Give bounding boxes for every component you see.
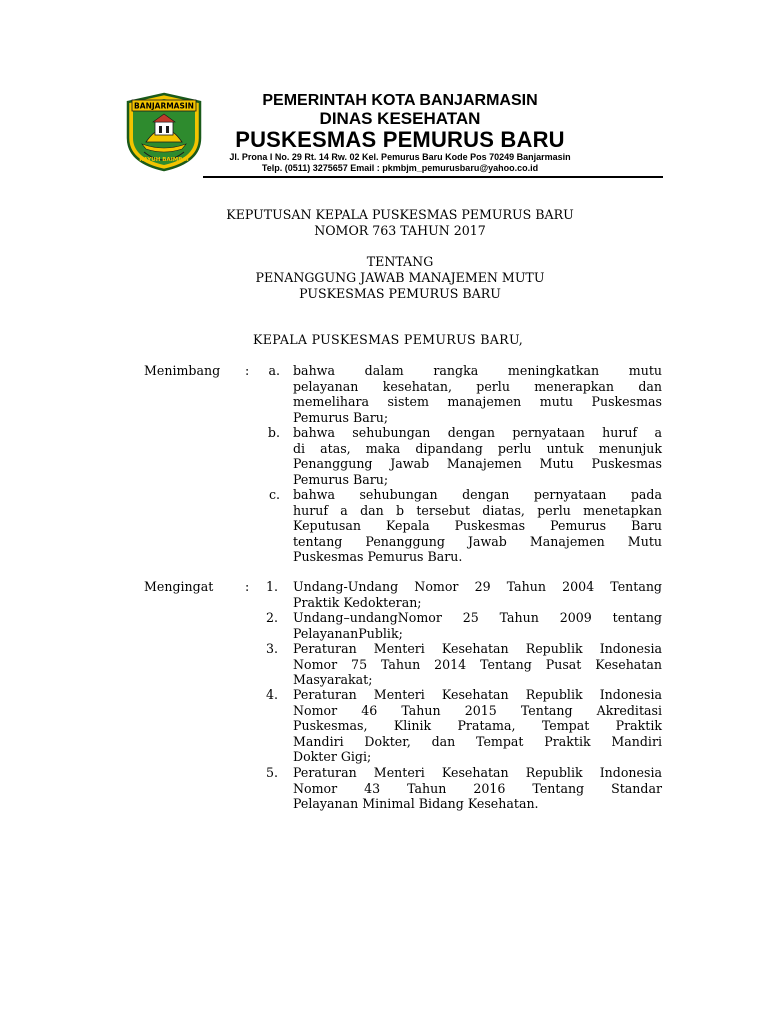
text-line: Dokter Gigi; — [293, 749, 372, 765]
text-line: Undang-Undang Nomor 29 Tahun 2004 Tentang — [293, 579, 662, 594]
letterhead-government: PEMERINTAH KOTA BANJARMASIN — [262, 92, 538, 109]
text-line: memelihara sistem manajemen mutu Puskesmas — [293, 394, 662, 410]
banjarmasin-emblem-logo — [126, 92, 202, 172]
text-line: Praktik Kedokteran; — [293, 594, 422, 610]
mengingat-marker-2: 2. — [265, 610, 278, 625]
menimbang-item-a — [293, 363, 662, 425]
menimbang-colon: : — [245, 363, 250, 378]
mengingat-item-2 — [293, 610, 662, 641]
kepala-heading: KEPALA PUSKESMAS PEMURUS BARU, — [253, 332, 524, 347]
mengingat-marker-3: 3. — [265, 641, 278, 656]
text-line: Puskesmas, Klinik Pratama, Tempat Praktik — [293, 718, 662, 734]
text-line: Pelayanan Minimal Bidang Kesehatan. — [293, 796, 539, 812]
letterhead-divider — [203, 176, 663, 178]
mengingat-marker-5: 5. — [265, 765, 278, 780]
menimbang-item-b — [293, 425, 662, 487]
text-line: Keputusan Kepala Puskesmas Pemurus Baru — [293, 518, 662, 534]
text-line: Undang–undangNomor 25 Tahun 2009 tentang — [293, 610, 662, 625]
text-line: Puskesmas Pemurus Baru. — [293, 549, 463, 565]
mengingat-item-3 — [293, 641, 662, 688]
text-line: bahwa sehubungan dengan pernyataan huruf a — [293, 425, 662, 440]
menimbang-label: Menimbang — [144, 363, 221, 378]
letterhead-department: DINAS KESEHATAN — [319, 109, 481, 128]
text-line: Peraturan Menteri Kesehatan Republik Indonesia — [293, 687, 662, 702]
menimbang-item-c — [293, 487, 662, 565]
text-line: PelayananPublik; — [293, 625, 403, 641]
text-line: Mandiri Dokter, dan Tempat Praktik Mandiri — [293, 733, 662, 749]
decree-subject-line1: PENANGGUNG JAWAB MANAJEMEN MUTU — [255, 270, 545, 285]
mengingat-marker-4: 4. — [265, 687, 278, 702]
letterhead-contact: Telp. (0511) 3275657 Email : pkmbjm_pemurusbaru@yahoo.co.id — [261, 163, 539, 173]
menimbang-marker-c: c. — [268, 487, 280, 502]
mengingat-item-4 — [293, 687, 662, 765]
menimbang-marker-b: b. — [267, 425, 280, 440]
text-line: Nomor 46 Tahun 2015 Tentang Akreditasi — [293, 702, 662, 718]
mengingat-colon: : — [245, 579, 250, 594]
logo-text-top: BANJARMASIN — [134, 101, 194, 111]
text-line: Peraturan Menteri Kesehatan Republik Indonesia — [293, 641, 662, 656]
text-line: huruf a dan b tersebut diatas, perlu menetapkan — [293, 502, 662, 518]
decree-number: NOMOR 763 TAHUN 2017 — [314, 223, 486, 238]
text-line: Nomor 75 Tahun 2014 Tentang Pusat Kesehatan — [293, 656, 662, 672]
text-line: bahwa dalam rangka meningkatkan mutu — [293, 363, 662, 378]
decree-subject-line2: PUSKESMAS PEMURUS BARU — [299, 286, 501, 301]
text-line: Pemurus Baru; — [293, 409, 389, 425]
text-line: di atas, maka dipandang perlu untuk menunjuk — [293, 440, 662, 456]
decree-tentang: TENTANG — [366, 254, 434, 269]
text-line: bahwa sehubungan dengan pernyataan pada — [293, 487, 662, 502]
mengingat-marker-1: 1. — [265, 579, 278, 594]
text-line: Masyarakat; — [293, 672, 373, 688]
text-line: Pemurus Baru; — [293, 471, 389, 487]
text-line: Penanggung Jawab Manajemen Mutu Puskesmas — [293, 456, 662, 472]
text-line: tentang Penanggung Jawab Manajemen Mutu — [293, 533, 662, 549]
text-line: Nomor 43 Tahun 2016 Tentang Standar — [293, 780, 662, 796]
mengingat-item-5 — [293, 765, 662, 812]
menimbang-marker-a: a. — [268, 363, 280, 378]
text-line: Peraturan Menteri Kesehatan Republik Indonesia — [293, 765, 662, 780]
mengingat-label: Mengingat — [144, 579, 214, 594]
letterhead-institution: PUSKESMAS PEMURUS BARU — [235, 127, 565, 152]
decree-title: KEPUTUSAN KEPALA PUSKESMAS PEMURUS BARU — [226, 207, 574, 222]
mengingat-item-1 — [293, 579, 662, 610]
text-line: pelayanan kesehatan, perlu menerapkan dan — [293, 378, 662, 394]
logo-text-bottom: KAYUH BAIMBAI — [139, 157, 189, 163]
letterhead-address: Jl. Prona I No. 29 Rt. 14 Rw. 02 Kel. Pemurus Baru Kode Pos 70249 Banjarmasin — [229, 152, 571, 162]
